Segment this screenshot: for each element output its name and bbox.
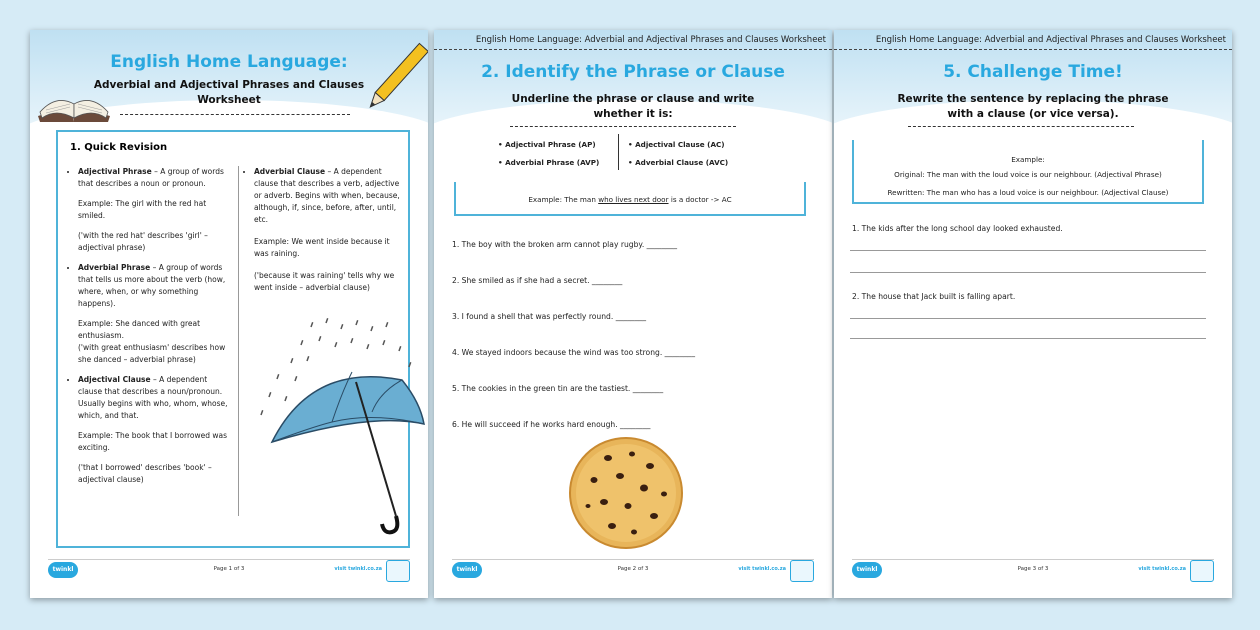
definition-item xyxy=(78,374,230,486)
definition-item xyxy=(254,166,404,294)
twinkl-logo: twinkl xyxy=(852,562,882,578)
example-prefix: Example: The man xyxy=(528,195,599,204)
question-5: 5. The cookies in the green tin are the tastiest. ________ xyxy=(452,384,664,393)
page-title: English Home Language: xyxy=(110,52,348,72)
question-4: 4. We stayed indoors because the wind was too strong. ________ xyxy=(452,348,696,357)
definition-note: ('that I borrowed' describes 'book' – adjectival clause) xyxy=(78,463,212,484)
definition-text: – A group of words that describes a noun or pronoun. xyxy=(78,167,224,188)
definition-note: ('with the red hat' describes 'girl' – adjectival phrase) xyxy=(78,231,208,252)
page-footer xyxy=(452,559,814,580)
site-link[interactable]: visit twinkl.co.za xyxy=(738,566,786,572)
options-left xyxy=(498,136,599,172)
worksheet-page-3 xyxy=(834,30,1232,598)
example-label: Example: xyxy=(1011,155,1045,164)
page-header: English Home Language: Adverbial and Adjectival Phrases and Clauses Worksheet xyxy=(834,30,1232,50)
definition-note: ('with great enthusiasm' describes how she danced – adverbial phrase) xyxy=(78,343,226,364)
instructions xyxy=(434,92,832,122)
definition-item xyxy=(78,262,230,366)
example-box xyxy=(454,182,806,216)
instruction-line-2: whether it is: xyxy=(593,108,673,120)
cookie-icon xyxy=(568,436,684,550)
instructions xyxy=(834,92,1232,122)
subtitle-line-1: Adverbial and Adjectival Phrases and Clauses xyxy=(93,79,365,91)
answer-line[interactable] xyxy=(850,338,1206,339)
option-label: Adjectival Clause (AC) xyxy=(635,140,725,149)
subtitle-line-2: Worksheet xyxy=(197,94,261,106)
question-2: 2. The house that Jack built is falling apart. xyxy=(852,292,1016,301)
title-divider xyxy=(510,126,736,127)
question-1: 1. The boy with the broken arm cannot play rugby. ________ xyxy=(452,240,678,249)
definition-list-left xyxy=(68,166,230,486)
definition-text: – A group of words that tells us more about the verb (how, where, when, or why something happens). xyxy=(78,263,226,308)
worksheet-page-2 xyxy=(434,30,832,598)
badge-icon xyxy=(386,560,410,582)
question-3: 3. I found a shell that was perfectly round. ________ xyxy=(452,312,647,321)
question-6: 6. He will succeed if he works hard enough. ________ xyxy=(452,420,651,429)
worksheet-page-1 xyxy=(30,30,428,598)
example-box xyxy=(852,140,1204,204)
section-title: 1. Quick Revision xyxy=(70,142,168,153)
example-original: Original: The man with the loud voice is our neighbour. (Adjectival Phrase) xyxy=(894,170,1162,179)
page-number: Page 1 of 3 xyxy=(213,566,245,572)
example-text xyxy=(456,194,804,206)
example-content xyxy=(854,152,1202,200)
badge-icon xyxy=(1190,560,1214,582)
instruction-line-2: with a clause (or vice versa). xyxy=(947,108,1119,120)
badge-icon xyxy=(790,560,814,582)
definition-term: Adverbial Clause xyxy=(254,167,326,176)
definition-term: Adverbial Phrase xyxy=(78,263,151,272)
definition-item xyxy=(78,166,230,254)
answer-line[interactable] xyxy=(850,250,1206,251)
option-item: • Adverbial Clause (AVC) xyxy=(628,158,729,167)
option-item: • Adjectival Phrase (AP) xyxy=(498,140,596,149)
pencil-icon xyxy=(360,38,428,118)
right-column xyxy=(244,166,404,302)
twinkl-logo: twinkl xyxy=(452,562,482,578)
title-divider xyxy=(908,126,1134,127)
definition-term: Adjectival Clause xyxy=(78,375,151,384)
umbrella-icon xyxy=(252,312,428,540)
instruction-line-1: Underline the phrase or clause and write xyxy=(511,93,755,105)
example-rewritten: Rewritten: The man who has a loud voice is our neighbour. (Adjectival Clause) xyxy=(887,188,1169,197)
definition-example: Example: She danced with great enthusiasm. xyxy=(78,319,201,340)
options-right xyxy=(628,136,728,172)
options-divider xyxy=(618,134,619,170)
question-2: 2. She smiled as if she had a secret. ________ xyxy=(452,276,623,285)
page-header: English Home Language: Adverbial and Adjectival Phrases and Clauses Worksheet xyxy=(434,30,832,50)
example-underlined: who lives next door xyxy=(598,195,669,204)
twinkl-logo: twinkl xyxy=(48,562,78,578)
option-item: • Adverbial Phrase (AVP) xyxy=(498,158,600,167)
page-footer xyxy=(852,559,1214,580)
page-title: 2. Identify the Phrase or Clause xyxy=(481,62,785,82)
answer-line[interactable] xyxy=(850,318,1206,319)
definition-example: Example: The girl with the red hat smiled. xyxy=(78,199,207,220)
instruction-line-1: Rewrite the sentence by replacing the phrase xyxy=(897,93,1169,105)
definition-note: ('because it was raining' tells why we went inside – adverbial clause) xyxy=(254,271,395,292)
example-suffix: is a doctor -> AC xyxy=(668,195,732,204)
definition-text: – A dependent clause that describes a verb, adjective or adverb. Begins with when, because, although, if, since, before, after, until, etc. xyxy=(254,167,400,224)
option-label: Adverbial Clause (AVC) xyxy=(635,158,729,167)
title-divider xyxy=(120,114,350,115)
option-label: Adjectival Phrase (AP) xyxy=(505,140,596,149)
page-number: Page 2 of 3 xyxy=(617,566,649,572)
page-title: 5. Challenge Time! xyxy=(943,62,1123,82)
page-footer xyxy=(48,559,410,580)
definition-example: Example: We went inside because it was raining. xyxy=(254,237,390,258)
option-item: • Adjectival Clause (AC) xyxy=(628,140,725,149)
answer-line[interactable] xyxy=(850,272,1206,273)
column-divider xyxy=(238,166,239,516)
site-link[interactable]: visit twinkl.co.za xyxy=(1138,566,1186,572)
definition-term: Adjectival Phrase xyxy=(78,167,152,176)
page-number: Page 3 of 3 xyxy=(1017,566,1049,572)
definition-list-right xyxy=(244,166,404,294)
option-label: Adverbial Phrase (AVP) xyxy=(505,158,600,167)
site-link[interactable]: visit twinkl.co.za xyxy=(334,566,382,572)
book-icon xyxy=(36,86,112,124)
definition-example: Example: The book that I borrowed was exciting. xyxy=(78,431,227,452)
question-1: 1. The kids after the long school day looked exhausted. xyxy=(852,224,1063,233)
left-column xyxy=(68,166,230,494)
definition-text: – A dependent clause that describes a noun/pronoun. Usually begins with who, whom, whose, which, and that. xyxy=(78,375,228,420)
